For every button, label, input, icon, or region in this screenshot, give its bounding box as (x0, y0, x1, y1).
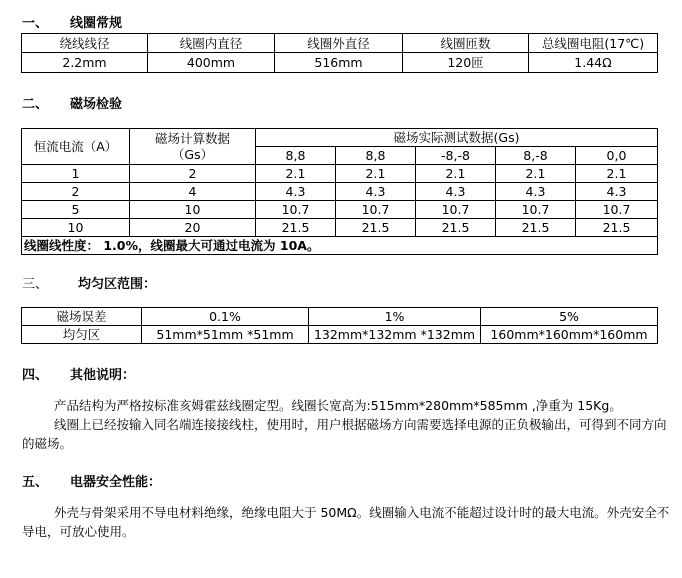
header-cell: 绕线线径 (22, 34, 148, 53)
section-3-heading (22, 273, 156, 292)
position-cell: 8,-8 (496, 147, 576, 165)
measured-cell: 2.1 (416, 165, 496, 183)
error-cell: 5% (481, 308, 658, 326)
table-row (22, 201, 658, 219)
value-cell: 1.44Ω (529, 53, 658, 73)
current-cell: 5 (22, 201, 130, 219)
measured-cell: 10.7 (336, 201, 416, 219)
magnetic-field-table (21, 128, 658, 255)
section-number: 五、 (22, 475, 49, 490)
measured-cell: 4.3 (576, 183, 658, 201)
calc-cell: 10 (130, 201, 256, 219)
measured-cell: 2.1 (336, 165, 416, 183)
measured-cell: 2.1 (496, 165, 576, 183)
measured-cell: 21.5 (336, 219, 416, 237)
current-cell: 10 (22, 219, 130, 237)
table-row (22, 183, 658, 201)
header-cell: 线圈外直径 (275, 34, 403, 53)
section-1-heading (22, 12, 122, 31)
section-title: 电器安全性能： (70, 475, 162, 490)
region-cell: 160mm*160mm*160mm (481, 326, 658, 344)
position-cell: 8,8 (256, 147, 336, 165)
region-cell: 132mm*132mm *132mm (309, 326, 481, 344)
measured-cell: 4.3 (256, 183, 336, 201)
measured-cell: 4.3 (416, 183, 496, 201)
section-5-heading (22, 471, 161, 490)
section-4-heading (22, 364, 135, 383)
measured-cell: 2.1 (576, 165, 658, 183)
position-cell: 8,8 (336, 147, 416, 165)
section-2-heading (22, 93, 122, 112)
calc-cell: 2 (130, 165, 256, 183)
region-cell: 51mm*51mm *51mm (142, 326, 309, 344)
current-header: 恒流电流（A） (22, 129, 130, 165)
error-cell: 0.1% (142, 308, 309, 326)
measured-cell: 10.7 (496, 201, 576, 219)
calc-header-line1: 磁场计算数据 (154, 130, 230, 146)
section-number: 三、 (22, 277, 49, 292)
section-title: 线圈常规 (70, 16, 123, 31)
value-cell: 120匝 (403, 53, 529, 73)
calc-cell: 20 (130, 219, 256, 237)
section-title: 磁场检验 (70, 97, 123, 112)
measured-cell: 2.1 (256, 165, 336, 183)
value-cell: 400mm (148, 53, 275, 73)
current-cell: 2 (22, 183, 130, 201)
measured-cell: 10.7 (576, 201, 658, 219)
measured-cell: 21.5 (576, 219, 658, 237)
error-label: 磁场误差 (22, 308, 142, 326)
value-cell: 2.2mm (22, 53, 148, 73)
region-label: 均匀区 (22, 326, 142, 344)
measured-cell: 10.7 (416, 201, 496, 219)
uniform-region-table (21, 307, 658, 344)
measured-cell: 4.3 (336, 183, 416, 201)
safety-paragraph: 外壳与骨架采用不导电材料绝缘，绝缘电阻大于 50MΩ。线圈输入电流不能超过设计时的最大电流。外壳安全不导电，可放心使用。 (22, 505, 670, 539)
measured-cell: 21.5 (496, 219, 576, 237)
section-number: 四、 (22, 368, 49, 383)
section-number: 一、 (22, 16, 49, 31)
measured-header: 磁场实际测试数据(Gs) (256, 129, 658, 147)
header-cell: 总线圈电阻(17℃) (529, 34, 658, 53)
current-cell: 1 (22, 165, 130, 183)
measured-cell: 21.5 (256, 219, 336, 237)
error-cell: 1% (309, 308, 481, 326)
measured-cell: 4.3 (496, 183, 576, 201)
calc-header-line2: （Gs） (171, 146, 214, 162)
calc-cell: 4 (130, 183, 256, 201)
linearity-note: 线圈线性度： 1.0%，线圈最大可通过电流为 10A。 (22, 237, 658, 255)
section-title: 均匀区范围： (78, 277, 157, 292)
section-title: 其他说明： (70, 368, 136, 383)
section-number: 二、 (22, 97, 49, 112)
wiring-paragraph: 线圈上已经按输入同名端连接接线柱，使用时，用户根据磁场方向需要选择电源的正负极输出，可得到不同方向的磁场。 (22, 417, 667, 451)
header-cell: 线圈内直径 (148, 34, 275, 53)
measured-cell: 10.7 (256, 201, 336, 219)
position-cell: 0,0 (576, 147, 658, 165)
structure-paragraph: 产品结构为严格按标准亥姆霍兹线圈定型。线圈长宽高为:515mm*280mm*585mm ,净重为 15Kg。 (54, 398, 622, 413)
table-row (22, 219, 658, 237)
header-cell: 线圈匝数 (403, 34, 529, 53)
measured-cell: 21.5 (416, 219, 496, 237)
position-cell: -8,-8 (416, 147, 496, 165)
table-row (22, 165, 658, 183)
calc-header (130, 129, 256, 165)
coil-spec-table (21, 33, 658, 73)
value-cell: 516mm (275, 53, 403, 73)
